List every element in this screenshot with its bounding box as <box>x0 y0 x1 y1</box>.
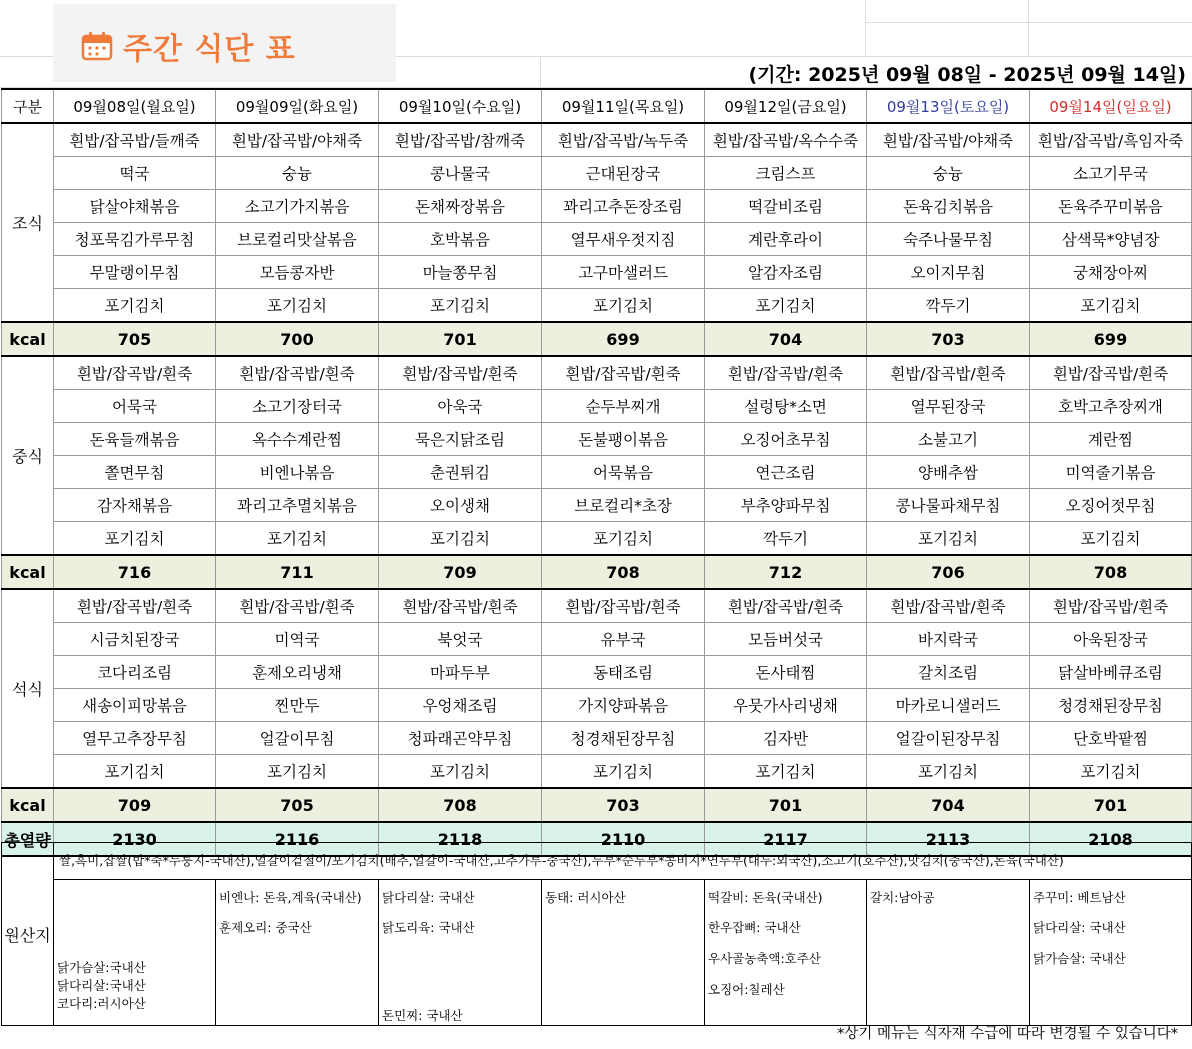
day-header: 09월13일(토요일) <box>867 89 1030 123</box>
meal-label: 석식 <box>2 589 54 788</box>
menu-item: 새송이피망볶음 <box>54 689 216 722</box>
menu-item: 묵은지닭조림 <box>379 423 542 456</box>
menu-item: 흰밥/잡곡밥/야채죽 <box>867 123 1030 157</box>
menu-item: 미역국 <box>216 623 379 656</box>
menu-item: 포기김치 <box>379 522 542 556</box>
menu-item: 고구마샐러드 <box>542 256 705 289</box>
menu-item: 오징어젓무침 <box>1030 489 1192 522</box>
menu-item: 크림스프 <box>705 157 867 190</box>
menu-item: 깍두기 <box>705 522 867 556</box>
origin-entry: 닭가슴살: 국내산 <box>1033 951 1126 966</box>
origin-day-cell <box>1030 880 1192 1026</box>
menu-item: 포기김치 <box>1030 289 1192 323</box>
menu-item: 콩나물파채무침 <box>867 489 1030 522</box>
origin-day-cell <box>379 880 542 1026</box>
origin-entry: 동태: 러시아산 <box>545 890 626 905</box>
total-value: 2118 <box>379 822 542 856</box>
menu-item: 비엔나볶음 <box>216 456 379 489</box>
header-label: 구분 <box>2 89 54 123</box>
kcal-value: 716 <box>54 555 216 589</box>
menu-item: 양배추쌈 <box>867 456 1030 489</box>
kcal-value: 704 <box>867 788 1030 822</box>
menu-item: 돈육김치볶음 <box>867 190 1030 223</box>
menu-row <box>2 123 1192 157</box>
menu-item: 바지락국 <box>867 623 1030 656</box>
menu-item: 북엇국 <box>379 623 542 656</box>
kcal-value: 701 <box>1030 788 1192 822</box>
day-header: 09월10일(수요일) <box>379 89 542 123</box>
footnote: *상기 메뉴는 식자재 수급에 따라 변경될 수 있습니다* <box>837 1026 1178 1042</box>
menu-item: 떡갈비조림 <box>705 190 867 223</box>
menu-item: 찐만두 <box>216 689 379 722</box>
menu-row <box>2 157 1192 190</box>
menu-item: 마늘쫑무침 <box>379 256 542 289</box>
menu-item: 돈사태찜 <box>705 656 867 689</box>
menu-item: 흰밥/잡곡밥/흰죽 <box>542 356 705 390</box>
menu-item: 마파두부 <box>379 656 542 689</box>
menu-item: 흰밥/잡곡밥/흰죽 <box>867 589 1030 623</box>
menu-item: 어묵볶음 <box>542 456 705 489</box>
menu-item: 연근조림 <box>705 456 867 489</box>
menu-item: 단호박팥찜 <box>1030 722 1192 755</box>
menu-item: 청경채된장무침 <box>1030 689 1192 722</box>
origin-entry: 비엔나: 돈육,계육(국내산) <box>219 890 362 905</box>
kcal-row <box>2 788 1192 822</box>
menu-item: 흰밥/잡곡밥/흰죽 <box>54 589 216 623</box>
menu-item: 삼색묵*양념장 <box>1030 223 1192 256</box>
origin-label: 원산지 <box>2 843 54 1026</box>
menu-row <box>2 190 1192 223</box>
menu-item: 우엉채조림 <box>379 689 542 722</box>
menu-item: 포기김치 <box>542 289 705 323</box>
origin-entry: 닭다리살: 국내산 <box>1033 920 1126 935</box>
menu-item: 오징어초무침 <box>705 423 867 456</box>
total-value: 2113 <box>867 822 1030 856</box>
menu-item: 청포묵김가루무침 <box>54 223 216 256</box>
menu-item: 가지양파볶음 <box>542 689 705 722</box>
origin-entry: 돈민찌: 국내산 <box>382 1008 463 1023</box>
origin-table <box>1 842 1192 1026</box>
kcal-value: 705 <box>216 788 379 822</box>
origin-entry: 한우잡뼈: 국내산 <box>708 920 801 935</box>
origin-day-cell <box>216 880 379 1026</box>
kcal-value: 704 <box>705 322 867 356</box>
menu-item: 흰밥/잡곡밥/흰죽 <box>379 356 542 390</box>
total-value: 2110 <box>542 822 705 856</box>
menu-row <box>2 656 1192 689</box>
menu-item: 돈채짜장볶음 <box>379 190 542 223</box>
origin-entry: 닭가슴살:국내산 <box>57 960 146 975</box>
kcal-value: 706 <box>867 555 1030 589</box>
kcal-label: kcal <box>2 788 54 822</box>
origin-day-cell <box>542 880 705 1026</box>
menu-item: 숭늉 <box>867 157 1030 190</box>
menu-item: 호박볶음 <box>379 223 542 256</box>
menu-item: 아욱된장국 <box>1030 623 1192 656</box>
menu-item: 콩나물국 <box>379 157 542 190</box>
origin-entry: 코다리:러시아산 <box>57 996 146 1011</box>
total-value: 2116 <box>216 822 379 856</box>
menu-item: 김자반 <box>705 722 867 755</box>
menu-item: 우뭇가사리냉채 <box>705 689 867 722</box>
menu-item: 브로컬리맛살볶음 <box>216 223 379 256</box>
menu-item: 열무고추장무침 <box>54 722 216 755</box>
meal-label: 조식 <box>2 123 54 322</box>
kcal-value: 703 <box>542 788 705 822</box>
origin-entry: 닭다리살:국내산 <box>57 978 146 993</box>
menu-item: 포기김치 <box>542 755 705 789</box>
menu-item: 소고기장터국 <box>216 390 379 423</box>
menu-item: 포기김치 <box>705 289 867 323</box>
menu-item: 흰밥/잡곡밥/흰죽 <box>1030 356 1192 390</box>
menu-item: 청파래곤약무침 <box>379 722 542 755</box>
menu-item: 흰밥/잡곡밥/흰죽 <box>1030 589 1192 623</box>
menu-row <box>2 456 1192 489</box>
menu-item: 흰밥/잡곡밥/들깨죽 <box>54 123 216 157</box>
period-range: (기간: 2025년 09월 08일 - 2025년 09월 14일) <box>748 64 1186 86</box>
menu-item: 아욱국 <box>379 390 542 423</box>
menu-item: 알감자조림 <box>705 256 867 289</box>
menu-item: 흰밥/잡곡밥/흰죽 <box>379 589 542 623</box>
menu-row <box>2 489 1192 522</box>
menu-item: 오이지무침 <box>867 256 1030 289</box>
menu-item: 흰밥/잡곡밥/흰죽 <box>216 356 379 390</box>
page-title: 주간 식단 표 <box>123 32 296 67</box>
menu-item: 흰밥/잡곡밥/참깨죽 <box>379 123 542 157</box>
menu-item: 부추양파무침 <box>705 489 867 522</box>
kcal-value: 712 <box>705 555 867 589</box>
menu-item: 돈불팽이볶음 <box>542 423 705 456</box>
menu-item: 모듬버섯국 <box>705 623 867 656</box>
menu-item: 포기김치 <box>54 289 216 323</box>
menu-item: 순두부찌개 <box>542 390 705 423</box>
menu-item: 포기김치 <box>1030 755 1192 789</box>
kcal-value: 699 <box>542 322 705 356</box>
menu-item: 어묵국 <box>54 390 216 423</box>
menu-item: 열무된장국 <box>867 390 1030 423</box>
menu-item: 설렁탕*소면 <box>705 390 867 423</box>
menu-item: 꽈리고추멸치볶음 <box>216 489 379 522</box>
origin-entry: 훈제오리: 중국산 <box>219 920 312 935</box>
day-header: 09월14일(일요일) <box>1030 89 1192 123</box>
menu-item: 흰밥/잡곡밥/흰죽 <box>867 356 1030 390</box>
menu-item: 유부국 <box>542 623 705 656</box>
kcal-value: 708 <box>1030 555 1192 589</box>
menu-item: 숭늉 <box>216 157 379 190</box>
origin-entry: 주꾸미: 베트남산 <box>1033 890 1126 905</box>
menu-item: 동태조림 <box>542 656 705 689</box>
origin-entry: 떡갈비: 돈육(국내산) <box>708 890 823 905</box>
menu-item: 포기김치 <box>216 522 379 556</box>
menu-item: 코다리조림 <box>54 656 216 689</box>
kcal-value: 701 <box>379 322 542 356</box>
menu-item: 감자채볶음 <box>54 489 216 522</box>
menu-item: 포기김치 <box>867 522 1030 556</box>
menu-item: 닭살야채볶음 <box>54 190 216 223</box>
menu-item: 포기김치 <box>54 755 216 789</box>
calendar-icon <box>81 31 113 61</box>
menu-item: 옥수수계란찜 <box>216 423 379 456</box>
kcal-row <box>2 322 1192 356</box>
origin-entry: 닭도리육: 국내산 <box>382 920 475 935</box>
menu-item: 춘권튀김 <box>379 456 542 489</box>
kcal-label: kcal <box>2 322 54 356</box>
menu-row <box>2 589 1192 623</box>
origin-entry: 우사골농축액:호주산 <box>708 951 821 966</box>
kcal-value: 711 <box>216 555 379 589</box>
day-header: 09월12일(금요일) <box>705 89 867 123</box>
origin-entry: 닭다리살: 국내산 <box>382 890 475 905</box>
menu-row <box>2 722 1192 755</box>
menu-item: 흰밥/잡곡밥/옥수수죽 <box>705 123 867 157</box>
header-row <box>2 89 1192 123</box>
menu-item: 흰밥/잡곡밥/흰죽 <box>54 356 216 390</box>
total-value: 2108 <box>1030 822 1192 856</box>
menu-item: 돈육들깨볶음 <box>54 423 216 456</box>
menu-item: 포기김치 <box>705 755 867 789</box>
menu-item: 숙주나물무침 <box>867 223 1030 256</box>
menu-row <box>2 390 1192 423</box>
origin-entry: 갈치:남아공 <box>870 890 935 905</box>
menu-row <box>2 689 1192 722</box>
menu-item: 흰밥/잡곡밥/흑임자죽 <box>1030 123 1192 157</box>
menu-item: 포기김치 <box>867 755 1030 789</box>
menu-item: 흰밥/잡곡밥/야채죽 <box>216 123 379 157</box>
total-value: 2130 <box>54 822 216 856</box>
kcal-value: 708 <box>379 788 542 822</box>
menu-item: 포기김치 <box>379 289 542 323</box>
day-header: 09월11일(목요일) <box>542 89 705 123</box>
origin-day-cell <box>867 880 1030 1026</box>
day-header: 09월08일(월요일) <box>54 89 216 123</box>
menu-item: 소고기무국 <box>1030 157 1192 190</box>
menu-item: 포기김치 <box>542 522 705 556</box>
origin-common: 쌀,흑미,찹쌀(밥*죽*누룽지-국내산),얼갈이겉절이/포기김치(배추,얼갈이-국내산,고추가루-중국산),두부*순두부*콩비지*연두부(대두:외국산),소고기(호주산),맛김치(중국산),돈육(국내산) <box>54 843 1192 880</box>
kcal-value: 700 <box>216 322 379 356</box>
menu-item: 시금치된장국 <box>54 623 216 656</box>
total-value: 2117 <box>705 822 867 856</box>
menu-item: 흰밥/잡곡밥/흰죽 <box>705 589 867 623</box>
menu-item: 포기김치 <box>216 755 379 789</box>
menu-item: 포기김치 <box>379 755 542 789</box>
kcal-value: 699 <box>1030 322 1192 356</box>
menu-item: 흰밥/잡곡밥/흰죽 <box>542 589 705 623</box>
menu-row <box>2 623 1192 656</box>
menu-item: 떡국 <box>54 157 216 190</box>
menu-item: 브로컬리*초장 <box>542 489 705 522</box>
kcal-value: 701 <box>705 788 867 822</box>
menu-item: 미역줄기볶음 <box>1030 456 1192 489</box>
menu-item: 무말랭이무침 <box>54 256 216 289</box>
kcal-value: 705 <box>54 322 216 356</box>
kcal-label: kcal <box>2 555 54 589</box>
menu-item: 계란후라이 <box>705 223 867 256</box>
day-header: 09월09일(화요일) <box>216 89 379 123</box>
menu-item: 얼갈이무침 <box>216 722 379 755</box>
menu-item: 포기김치 <box>216 289 379 323</box>
menu-item: 호박고추장찌개 <box>1030 390 1192 423</box>
menu-item: 오이생채 <box>379 489 542 522</box>
origin-day-cell <box>705 880 867 1026</box>
menu-row <box>2 256 1192 289</box>
menu-item: 모듬콩자반 <box>216 256 379 289</box>
menu-item: 돈육주꾸미볶음 <box>1030 190 1192 223</box>
menu-item: 꽈리고추돈장조림 <box>542 190 705 223</box>
total-label: 총열량 <box>2 822 54 856</box>
kcal-value: 708 <box>542 555 705 589</box>
menu-item: 얼갈이된장무침 <box>867 722 1030 755</box>
meal-label: 중식 <box>2 356 54 555</box>
menu-item: 포기김치 <box>54 522 216 556</box>
menu-item: 소불고기 <box>867 423 1030 456</box>
menu-table <box>1 88 1192 857</box>
menu-item: 갈치조림 <box>867 656 1030 689</box>
menu-item: 쫄면무침 <box>54 456 216 489</box>
menu-item: 청경채된장무침 <box>542 722 705 755</box>
menu-row <box>2 423 1192 456</box>
kcal-row <box>2 555 1192 589</box>
origin-entry: 오징어:칠레산 <box>708 982 785 997</box>
menu-item: 열무새우젓지짐 <box>542 223 705 256</box>
kcal-value: 709 <box>54 788 216 822</box>
menu-item: 흰밥/잡곡밥/흰죽 <box>705 356 867 390</box>
menu-item: 근대된장국 <box>542 157 705 190</box>
menu-item: 훈제오리냉채 <box>216 656 379 689</box>
menu-row <box>2 356 1192 390</box>
kcal-value: 709 <box>379 555 542 589</box>
menu-item: 흰밥/잡곡밥/녹두죽 <box>542 123 705 157</box>
menu-item: 흰밥/잡곡밥/흰죽 <box>216 589 379 623</box>
menu-item: 닭살바베큐조림 <box>1030 656 1192 689</box>
menu-item: 깍두기 <box>867 289 1030 323</box>
menu-item: 마카로니샐러드 <box>867 689 1030 722</box>
menu-row <box>2 522 1192 556</box>
menu-item: 포기김치 <box>1030 522 1192 556</box>
menu-row <box>2 755 1192 789</box>
menu-item: 궁채장아찌 <box>1030 256 1192 289</box>
kcal-value: 703 <box>867 322 1030 356</box>
menu-row <box>2 223 1192 256</box>
menu-row <box>2 289 1192 323</box>
origin-day-cell <box>54 880 216 1026</box>
menu-item: 소고기가지볶음 <box>216 190 379 223</box>
title-banner <box>53 4 396 82</box>
menu-item: 계란찜 <box>1030 423 1192 456</box>
